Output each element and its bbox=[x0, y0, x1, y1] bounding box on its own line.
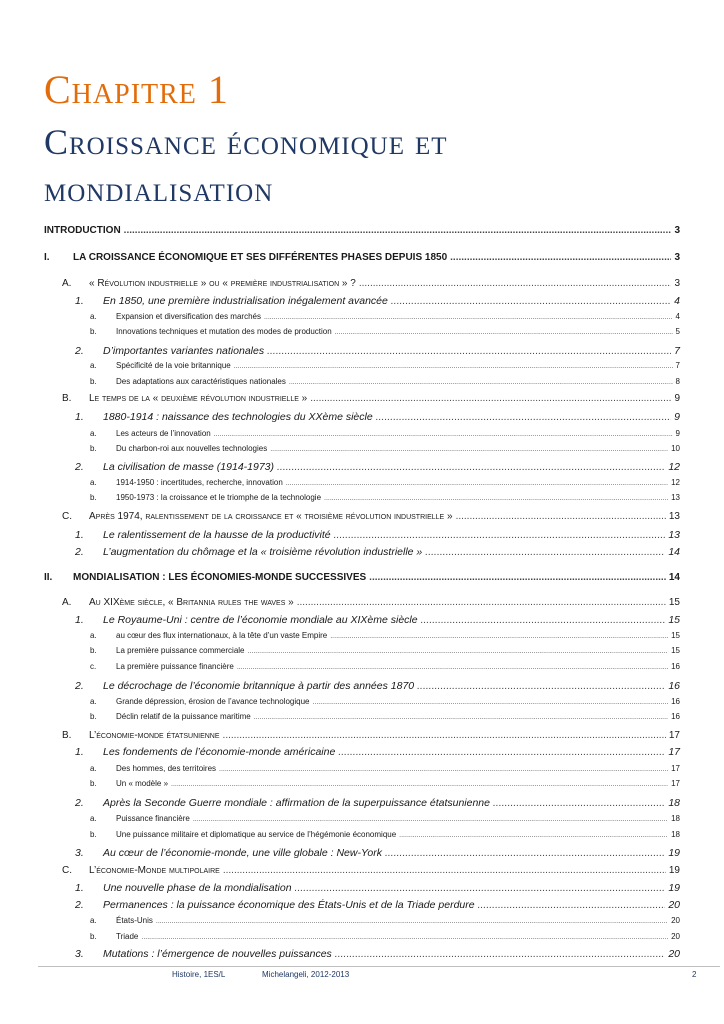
toc-entry[interactable] bbox=[75, 529, 680, 545]
toc-entry-page: 8 bbox=[675, 377, 680, 386]
toc-entry-label: L’augmentation du chômage et la « troisième révolution industrielle » bbox=[103, 546, 423, 558]
toc-leader-dots bbox=[219, 766, 668, 773]
toc-entry-label: LA CROISSANCE ÉCONOMIQUE ET SES DIFFÉRENTES PHASES DEPUIS 1850 bbox=[73, 252, 448, 263]
toc-entry-page: 16 bbox=[671, 712, 680, 721]
toc-leader-dots bbox=[248, 648, 669, 655]
toc-leader-dots bbox=[310, 393, 671, 404]
toc-entry[interactable] bbox=[75, 746, 680, 762]
toc-entry-label: « Révolution industrielle » ou « première industrialisation » ? bbox=[89, 278, 356, 289]
toc-entry-label: En 1850, une première industrialisation inégalement avancée bbox=[103, 295, 388, 307]
toc-leader-dots bbox=[234, 363, 673, 370]
toc-leader-dots bbox=[425, 546, 665, 558]
toc-entry-label: Grande dépression, érosion de l’avance technologique bbox=[116, 697, 310, 706]
toc-leader-dots bbox=[297, 597, 666, 608]
footer-divider bbox=[38, 966, 720, 967]
toc-entry-label: La première puissance financière bbox=[116, 662, 234, 671]
toc-entry[interactable] bbox=[90, 478, 680, 494]
toc-entry-page: 19 bbox=[668, 882, 680, 894]
toc-entry-number: A. bbox=[62, 597, 72, 608]
toc-entry-number: 2. bbox=[75, 546, 84, 558]
toc-entry-number: a. bbox=[90, 814, 97, 823]
toc-entry-number: c. bbox=[90, 662, 97, 671]
toc-entry-page: 13 bbox=[668, 529, 680, 541]
toc-entry-number: B. bbox=[62, 393, 72, 404]
toc-entry[interactable] bbox=[90, 312, 680, 328]
toc-entry[interactable] bbox=[44, 225, 680, 241]
toc-entry-page: 12 bbox=[668, 461, 680, 473]
toc-entry-number: a. bbox=[90, 764, 97, 773]
toc-leader-dots bbox=[286, 480, 668, 487]
toc-entry-page: 14 bbox=[668, 546, 680, 558]
toc-entry-label: Une nouvelle phase de la mondialisation bbox=[103, 882, 292, 894]
toc-leader-dots bbox=[335, 948, 666, 960]
toc-entry[interactable] bbox=[62, 865, 680, 881]
footer-course: Histoire, 1ES/L bbox=[172, 970, 226, 979]
toc-entry-number: 2. bbox=[75, 461, 84, 473]
toc-entry[interactable] bbox=[75, 680, 680, 696]
toc-entry[interactable] bbox=[90, 662, 680, 678]
toc-leader-dots bbox=[335, 329, 673, 336]
toc-entry-number: II. bbox=[44, 572, 53, 583]
toc-entry-page: 20 bbox=[671, 916, 680, 925]
toc-leader-dots bbox=[478, 899, 666, 911]
toc-entry[interactable] bbox=[44, 572, 680, 588]
toc-entry-label: La première puissance commerciale bbox=[116, 646, 245, 655]
toc-entry-page: 10 bbox=[671, 444, 680, 453]
toc-entry-label: Après la Seconde Guerre mondiale : affirmation de la superpuissance étatsunienne bbox=[103, 797, 490, 809]
toc-entry[interactable] bbox=[90, 631, 680, 647]
chapter-title-line-1: Croissance économique et bbox=[44, 122, 448, 162]
toc-leader-dots bbox=[289, 379, 673, 386]
toc-entry-label: Du charbon-roi aux nouvelles technologies bbox=[116, 444, 268, 453]
toc-entry-label: Permanences : la puissance économique des États-Unis et de la Triade perdure bbox=[103, 899, 475, 911]
toc-entry-label: Un « modèle » bbox=[116, 779, 169, 788]
toc-entry-page: 19 bbox=[668, 847, 680, 859]
toc-entry-page: 4 bbox=[674, 295, 680, 307]
toc-entry[interactable] bbox=[75, 882, 680, 898]
toc-leader-dots bbox=[456, 511, 666, 522]
toc-entry-page: 7 bbox=[675, 361, 680, 370]
toc-entry-label: D’importantes variantes nationales bbox=[103, 345, 265, 357]
toc-entry-page: 15 bbox=[671, 631, 680, 640]
toc-entry-label: Innovations techniques et mutation des modes de production bbox=[116, 327, 332, 336]
toc-entry-page: 18 bbox=[671, 814, 680, 823]
toc-entry-page: 4 bbox=[675, 312, 680, 321]
toc-entry-page: 16 bbox=[668, 680, 680, 692]
toc-leader-dots bbox=[399, 832, 668, 839]
toc-entry-page: 17 bbox=[668, 746, 680, 758]
toc-entry[interactable] bbox=[90, 444, 680, 460]
toc-entry-page: 20 bbox=[671, 932, 680, 941]
toc-entry-number: a. bbox=[90, 916, 97, 925]
toc-entry-number: 1. bbox=[75, 614, 84, 626]
toc-entry-page: 19 bbox=[668, 865, 680, 876]
toc-entry-number: 1. bbox=[75, 411, 84, 423]
toc-entry-label: Le décrochage de l’économie britannique à partir des années 1870 bbox=[103, 680, 415, 692]
toc-entry-page: 15 bbox=[668, 614, 680, 626]
toc-entry-page: 17 bbox=[671, 779, 680, 788]
toc-leader-dots bbox=[385, 847, 665, 859]
toc-entry[interactable] bbox=[90, 932, 680, 948]
toc-entry-label: 1950-1973 : la croissance et le triomphe de la technologie bbox=[116, 493, 322, 502]
toc-entry[interactable] bbox=[75, 546, 680, 562]
toc-leader-dots bbox=[376, 411, 671, 423]
toc-entry-number: 2. bbox=[75, 680, 84, 692]
toc-entry[interactable] bbox=[90, 361, 680, 377]
toc-leader-dots bbox=[324, 495, 668, 502]
toc-leader-dots bbox=[270, 446, 668, 453]
toc-entry-page: 7 bbox=[674, 345, 680, 357]
toc-leader-dots bbox=[334, 529, 666, 541]
toc-entry-number: B. bbox=[62, 730, 72, 741]
toc-entry-number: b. bbox=[90, 444, 97, 453]
toc-entry[interactable] bbox=[90, 779, 680, 795]
toc-entry-number: 3. bbox=[75, 948, 84, 960]
toc-entry-number: a. bbox=[90, 312, 97, 321]
toc-entry-page: 9 bbox=[675, 429, 680, 438]
toc-entry[interactable] bbox=[75, 847, 680, 863]
toc-entry[interactable] bbox=[90, 697, 680, 713]
toc-entry[interactable] bbox=[62, 597, 680, 613]
toc-entry-page: 3 bbox=[674, 252, 680, 263]
toc-entry-label: Le ralentissement de la hausse de la productivité bbox=[103, 529, 331, 541]
toc-entry[interactable] bbox=[90, 646, 680, 662]
toc-entry-page: 18 bbox=[668, 797, 680, 809]
toc-entry-label: INTRODUCTION bbox=[44, 225, 121, 236]
toc-entry[interactable] bbox=[90, 493, 680, 509]
toc-entry[interactable] bbox=[75, 614, 680, 630]
toc-entry-page: 14 bbox=[668, 572, 680, 583]
toc-leader-dots bbox=[295, 882, 666, 894]
toc-entry-page: 3 bbox=[674, 278, 680, 289]
toc-entry-number: a. bbox=[90, 361, 97, 370]
toc-entry-number: C. bbox=[62, 511, 72, 522]
chapter-title-line-2: mondialisation bbox=[44, 169, 274, 209]
toc-entry-number: b. bbox=[90, 377, 97, 386]
toc-entry-label: Les acteurs de l’innovation bbox=[116, 429, 211, 438]
toc-entry-number: b. bbox=[90, 779, 97, 788]
toc-entry[interactable] bbox=[90, 830, 680, 846]
footer-page-number: 2 bbox=[692, 970, 697, 979]
toc-entry-page: 20 bbox=[668, 899, 680, 911]
toc-entry-label: États-Unis bbox=[116, 916, 153, 925]
toc-entry-page: 20 bbox=[668, 948, 680, 960]
toc-leader-dots bbox=[223, 865, 666, 876]
toc-entry[interactable] bbox=[75, 461, 680, 477]
toc-leader-dots bbox=[193, 816, 668, 823]
toc-entry-number: I. bbox=[44, 252, 50, 263]
footer-author: Michelangeli, 2012-2013 bbox=[262, 970, 350, 979]
toc-entry-label: Mutations : l’émergence de nouvelles puissances bbox=[103, 948, 332, 960]
toc-entry[interactable] bbox=[90, 327, 680, 343]
toc-entry-label: Puissance financière bbox=[116, 814, 190, 823]
toc-entry[interactable] bbox=[75, 948, 680, 964]
toc-entry-page: 17 bbox=[671, 764, 680, 773]
toc-leader-dots bbox=[421, 614, 666, 626]
toc-entry-label: Des hommes, des territoires bbox=[116, 764, 217, 773]
toc-entry-label: 1914-1950 : incertitudes, recherche, innovation bbox=[116, 478, 283, 487]
toc-entry-label: Triade bbox=[116, 932, 139, 941]
toc-entry-number: 2. bbox=[75, 345, 84, 357]
toc-entry-label: Expansion et diversification des marchés bbox=[116, 312, 261, 321]
toc-leader-dots bbox=[214, 431, 673, 438]
toc-leader-dots bbox=[277, 461, 665, 473]
toc-leader-dots bbox=[264, 314, 673, 321]
toc-entry-number: 1. bbox=[75, 529, 84, 541]
toc-entry-number: 2. bbox=[75, 899, 84, 911]
toc-leader-dots bbox=[223, 730, 666, 741]
toc-entry-page: 16 bbox=[671, 662, 680, 671]
toc-entry-number: 2. bbox=[75, 797, 84, 809]
toc-leader-dots bbox=[359, 278, 672, 289]
toc-entry-number: 3. bbox=[75, 847, 84, 859]
toc-entry-page: 18 bbox=[671, 830, 680, 839]
toc-entry-page: 13 bbox=[668, 511, 680, 522]
toc-entry-label: Déclin relatif de la puissance maritime bbox=[116, 712, 251, 721]
toc-entry-page: 15 bbox=[671, 646, 680, 655]
toc-entry[interactable] bbox=[62, 730, 680, 746]
toc-entry-number: A. bbox=[62, 278, 72, 289]
toc-entry-number: b. bbox=[90, 493, 97, 502]
toc-leader-dots bbox=[237, 664, 668, 671]
toc-leader-dots bbox=[493, 797, 665, 809]
toc-entry-label: Au XIXème siècle, « Britannia rules the waves » bbox=[89, 597, 294, 608]
toc-entry-label: Le Royaume-Uni : centre de l’économie mondiale au XIXème siècle bbox=[103, 614, 418, 626]
toc-entry-label: Des adaptations aux caractéristiques nationales bbox=[116, 377, 286, 386]
toc-entry-number: a. bbox=[90, 429, 97, 438]
toc-leader-dots bbox=[338, 746, 665, 758]
toc-leader-dots bbox=[156, 918, 668, 925]
toc-entry-page: 9 bbox=[674, 393, 680, 404]
toc-leader-dots bbox=[141, 934, 668, 941]
toc-entry-label: Les fondements de l’économie-monde américaine bbox=[103, 746, 336, 758]
toc-entry-number: b. bbox=[90, 932, 97, 941]
toc-entry[interactable] bbox=[44, 252, 680, 268]
toc-entry-number: a. bbox=[90, 697, 97, 706]
toc-leader-dots bbox=[254, 714, 668, 721]
toc-entry-label: 1880-1914 : naissance des technologies du XXème siècle bbox=[103, 411, 373, 423]
toc-entry-page: 17 bbox=[668, 730, 680, 741]
toc-entry[interactable] bbox=[90, 429, 680, 445]
toc-entry-number: b. bbox=[90, 830, 97, 839]
toc-entry[interactable] bbox=[90, 764, 680, 780]
toc-leader-dots bbox=[330, 633, 668, 640]
toc-entry-number: 1. bbox=[75, 295, 84, 307]
toc-entry-page: 15 bbox=[668, 597, 680, 608]
toc-entry[interactable] bbox=[75, 411, 680, 427]
toc-entry-label: Après 1974, ralentissement de la croissance et « troisième révolution industrielle » bbox=[89, 511, 453, 522]
toc-entry-label: Spécificité de la voie britannique bbox=[116, 361, 231, 370]
toc-leader-dots bbox=[450, 252, 671, 263]
toc-entry-page: 9 bbox=[674, 411, 680, 423]
toc-entry-number: 1. bbox=[75, 882, 84, 894]
toc-entry-number: C. bbox=[62, 865, 72, 876]
toc-entry[interactable] bbox=[62, 278, 680, 294]
toc-entry[interactable] bbox=[62, 393, 680, 409]
toc-entry-page: 3 bbox=[674, 225, 680, 236]
toc-entry-page: 13 bbox=[671, 493, 680, 502]
toc-leader-dots bbox=[417, 680, 665, 692]
toc-entry-page: 5 bbox=[675, 327, 680, 336]
toc-entry-label: Le temps de la « deuxième révolution industrielle » bbox=[89, 393, 308, 404]
toc-leader-dots bbox=[171, 781, 668, 788]
toc-entry[interactable] bbox=[62, 511, 680, 527]
toc-leader-dots bbox=[267, 345, 671, 357]
toc-entry[interactable] bbox=[90, 814, 680, 830]
toc-entry-number: b. bbox=[90, 327, 97, 336]
toc-entry-label: Au cœur de l’économie-monde, une ville globale : New-York bbox=[103, 847, 382, 859]
toc-entry-label: MONDIALISATION : LES ÉCONOMIES-MONDE SUCCESSIVES bbox=[73, 572, 367, 583]
toc-entry[interactable] bbox=[75, 899, 680, 915]
toc-leader-dots bbox=[391, 295, 671, 307]
toc-entry[interactable] bbox=[75, 345, 680, 361]
toc-entry-label: L’économie-Monde multipolaire bbox=[89, 865, 220, 876]
chapter-heading: Chapitre 1 bbox=[44, 67, 229, 112]
toc-entry-page: 12 bbox=[671, 478, 680, 487]
toc-entry[interactable] bbox=[75, 295, 680, 311]
toc-entry-label: Une puissance militaire et diplomatique au service de l’hégémonie économique bbox=[116, 830, 397, 839]
toc-entry[interactable] bbox=[90, 712, 680, 728]
toc-entry-page: 16 bbox=[671, 697, 680, 706]
toc-leader-dots bbox=[312, 699, 668, 706]
toc-entry-label: La civilisation de masse (1914-1973) bbox=[103, 461, 275, 473]
toc-leader-dots bbox=[124, 225, 672, 236]
toc-entry-number: b. bbox=[90, 646, 97, 655]
toc-entry[interactable] bbox=[90, 377, 680, 393]
toc-entry-label: au cœur des flux internationaux, à la tête d’un vaste Empire bbox=[116, 631, 328, 640]
toc-entry[interactable] bbox=[90, 916, 680, 932]
toc-entry[interactable] bbox=[75, 797, 680, 813]
toc-entry-number: a. bbox=[90, 478, 97, 487]
toc-entry-number: b. bbox=[90, 712, 97, 721]
toc-leader-dots bbox=[369, 572, 666, 583]
toc-entry-label: L’économie-monde étatsunienne bbox=[89, 730, 220, 741]
toc-entry-number: 1. bbox=[75, 746, 84, 758]
toc-entry-number: a. bbox=[90, 631, 97, 640]
